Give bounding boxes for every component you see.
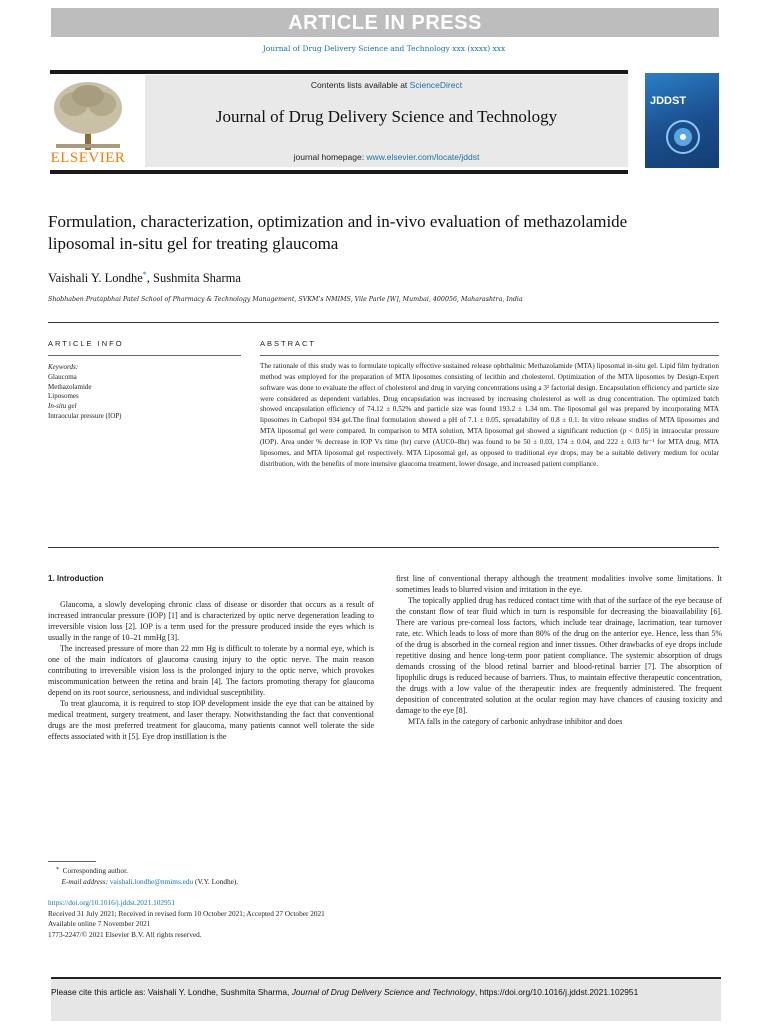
abstract-heading: ABSTRACT <box>260 339 317 348</box>
affiliation: Shobhaben Pratapbhai Patel School of Pharmacy & Technology Management, SVKM’s NMIMS, Vile Parle [W], Mumbai, 400056, Maharashtra, India <box>48 296 523 303</box>
header-bottom-rule <box>50 170 628 174</box>
publisher-name: ELSEVIER <box>50 150 126 166</box>
contents-line <box>145 80 628 90</box>
citation-prefix: Please cite this article as: Vaishali Y. Londhe, Sushmita Sharma, <box>51 987 292 997</box>
section-heading: 1. Introduction <box>48 574 104 583</box>
corresponding-author-mark[interactable]: * <box>142 270 147 279</box>
body-paragraph: The increased pressure of more than 22 mm Hg is difficult to tolerate by a normal eye, which is one of the main indicators of glaucoma causing injury to the optic nerve. The main reason contributing to irreversible vision loss is the prolonged injury to the optic nerve, which provokes miscommunication between the retina and brain [4]. The factors promoting therapy for glaucoma depend on its root source, seriousness, and individual susceptibility. <box>48 644 374 697</box>
article-info-rule <box>48 355 241 356</box>
homepage-prefix: journal homepage: <box>293 152 367 162</box>
author-1[interactable]: Vaishali Y. Londhe <box>48 271 143 286</box>
received-dates: Received 31 July 2021; Received in revised form 10 October 2021; Accepted 27 October 2021 <box>48 908 325 918</box>
citation-doi[interactable]: , https://doi.org/10.1016/j.jddst.2021.102951 <box>474 987 639 997</box>
body-left-column <box>48 573 374 742</box>
abstract-rule <box>260 355 719 356</box>
email-link[interactable]: vaishali.londhe@nmims.edu <box>109 876 194 886</box>
journal-reference[interactable]: Journal of Drug Delivery Science and Technology xxx (xxxx) xxx <box>262 44 506 53</box>
keyword-item: Liposomes <box>48 392 79 401</box>
footnote-rule <box>48 861 96 862</box>
header-top-rule <box>50 70 628 74</box>
body-paragraph: To treat glaucoma, it is required to stop IOP development inside the eye that can be attained by medical treatment, surgery treatment, and laser therapy. Notwithstanding the fact that conventional drugs are the most preferred treatment for glaucoma, many patients cannot well tolerate the side effects associated with it [5]. Eye drop instillation is the <box>48 699 374 741</box>
footnote-mark: * <box>56 867 59 873</box>
body-paragraph: The topically applied drug has reduced contact time with that of the surface of the eye because of the constant flow of tear fluid which in turn is responsible for decreasing the bioavailability [6]. There are various pre-corneal loss factors, which include tear drainage, lacrimation, tear turnover rate, etc. Which leads to loss of more than 80% of the drug on the anterior eye. Hence, less than 5% of the drug is absorbed in the corneal region and inner tissues. Other drawbacks of eye drops include repetitive dosing and hence long-term poor patient compliance. The systemic absorption of drugs demands crossing of the blood retinal barrier and blood-retinal barrier [7]. The absorption of lipophilic drugs is reduced because of barriers. Thus, to maintain effective therapeutic concentration, the drugs with a low value of the therapeutic index are frequently administered. The frequent deposition of concentrated solution at the ocular region may have chances of causing toxicity and damage to the eye [8]. <box>396 596 722 715</box>
keyword-item: Methazolamide <box>48 382 92 391</box>
citation-text <box>51 985 715 999</box>
keyword-item: Glaucoma <box>48 372 77 381</box>
body-paragraph: MTA falls in the category of carbonic anhydrase inhibitor and does <box>408 717 623 726</box>
cover-title: JDDST <box>650 95 687 107</box>
divider-rule <box>48 547 719 548</box>
divider-rule <box>48 322 719 323</box>
homepage-line <box>145 152 628 162</box>
citation-box <box>51 977 721 1021</box>
abstract-text: The rationale of this study was to formulate topically effective sustained release ophthalmic Methazolamide (MTA) liposomal in-situ gel. Lipid film hydration method was employed for the preparation of MTA liposomes consisting of lecithin and cholesterol. Optimization of the MTA liposomes by Design-Expert software was done to evaluate the effect of cholesterol and drug in varying concentrations using a 3² factorial design. Encapsulation efficiency and particle size were considered as dependent variables. Drug encapsulation was increased by increasing cholesterol as well as drug concentration. The optimized batch showed encapsulation efficiency of 74.12 ± 0.52% and particle size was found 193.2 ± 1.34 nm. The liposomal gel was prepared by incorporating MTA liposomes in Carbopol 934 gel.The final formulation showed a pH of 7.1 ± 0.05, spreadability of 0.8 ± 0.1. In vitro release studies of MTA liposomes and MTA liposomal gel were compared. In comparison to MTA solution, MTA liposomal gel showed a significant reduction (p < 0.05) in intraocular pressure (IOP). Area under % decrease in IOP Vs time (hr) curve (AUC0–8hr) was found to be 50 ± 0.03, 174 ± 0.04, and 222 ± 0.03 hr⁻¹ for MTA drug, MTA liposomes, and MTA liposomal gel respectively. MTA Liposomal gel, as opposed to traditional eye drops, may be a suitable delivery medium for ocular distribution, with the benefits of more intensive glaucoma treatment, lower dosage, and increased patient compliance. <box>260 362 719 468</box>
author-2[interactable]: Sushmita Sharma <box>153 271 241 286</box>
corresponding-note: Corresponding author. <box>62 866 128 875</box>
contents-prefix: Contents lists available at <box>310 80 410 90</box>
cover-graphic-icon <box>663 117 703 157</box>
corresponding-footnote <box>56 865 238 887</box>
journal-title: Journal of Drug Delivery Science and Technology <box>215 107 558 126</box>
available-online: Available online 7 November 2021 <box>48 919 151 929</box>
article-in-press-banner: ARTICLE IN PRESS <box>51 8 719 37</box>
author-list <box>48 270 241 286</box>
email-label: E-mail address: <box>61 876 110 886</box>
keywords-block <box>48 363 121 422</box>
body-right-column <box>396 573 722 727</box>
homepage-link[interactable]: www.elsevier.com/locate/jddst <box>366 152 480 162</box>
email-suffix: (V.Y. Londhe). <box>193 876 239 886</box>
keywords-label: Keywords: <box>48 363 79 371</box>
article-info-heading: ARTICLE INFO <box>48 339 124 348</box>
article-history <box>48 898 325 940</box>
body-paragraph: first line of conventional therapy although the treatment modalities involve some limitations. It sometimes leads to blurred vision and irritation in the eye. <box>396 574 722 594</box>
keyword-item: Intraocular pressure (IOP) <box>48 411 122 420</box>
citation-journal: Journal of Drug Delivery Science and Technology <box>291 987 475 997</box>
article-title: Formulation, characterization, optimization and in-vivo evaluation of methazolamide liposomal in-situ gel for treating glaucoma <box>48 212 628 253</box>
keyword-item: In-situ gel <box>48 402 77 411</box>
sciencedirect-link[interactable]: ScienceDirect <box>409 80 463 90</box>
doi-link[interactable]: https://doi.org/10.1016/j.jddst.2021.102951 <box>48 898 175 907</box>
author-separator: , <box>146 271 154 286</box>
copyright: 1773-2247/© 2021 Elsevier B.V. All rights reserved. <box>48 929 202 939</box>
body-paragraph: Glaucoma, a slowly developing chronic class of disease or disorder that occurs as a result of increased intraocular pressure (IOP) [1] and is characterized by optic nerve degeneration leading to irreversible vision loss [2]. IOP is a term used for the pressure produced inside the eyes which is usually in the range of 10–21 mmHg [3]. <box>48 600 374 642</box>
journal-cover-image <box>645 73 719 168</box>
